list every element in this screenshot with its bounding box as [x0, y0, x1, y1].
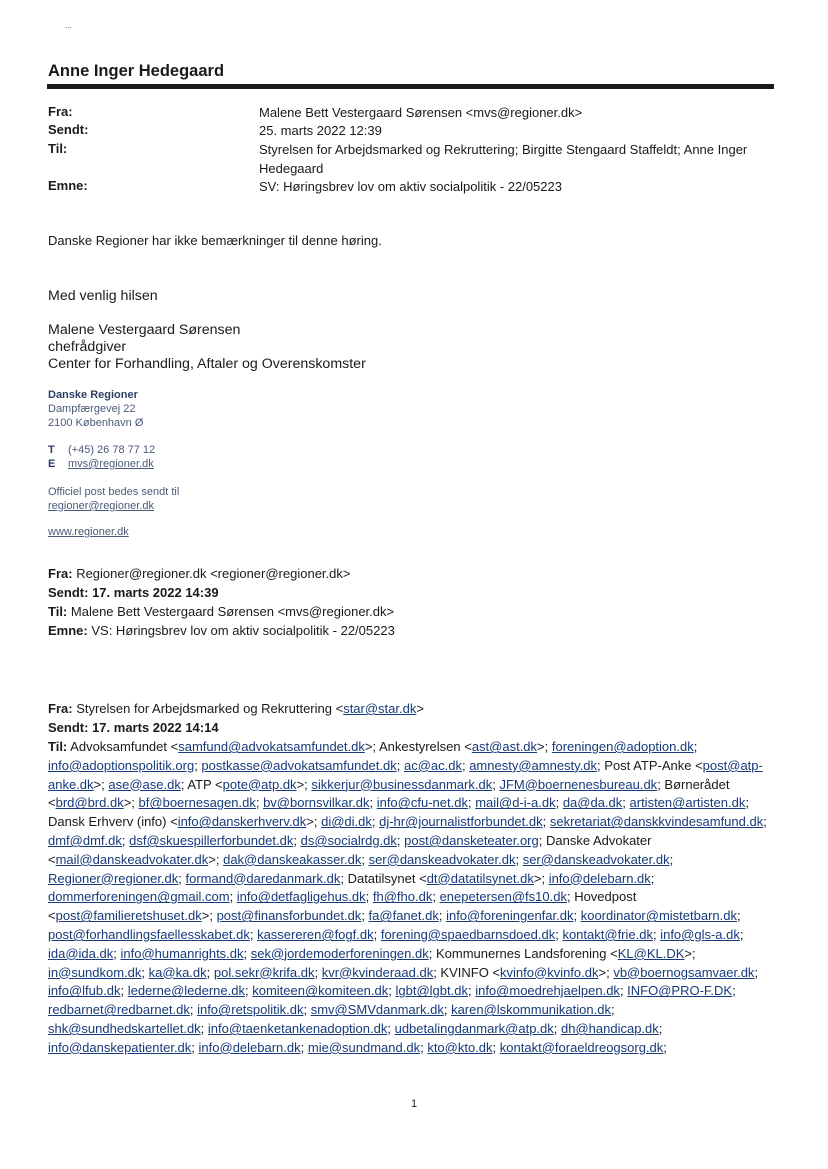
recipient-email-link[interactable]: post@dansketeater.org	[404, 832, 539, 848]
recipient-text: ;	[610, 1002, 615, 1018]
recipient-email-link[interactable]: ac@ac.dk	[403, 757, 462, 773]
recipient-text: Advoksamfundet <	[70, 739, 179, 754]
recipient-email-link[interactable]: komiteen@komiteen.dk	[252, 983, 389, 999]
forward1-subject	[48, 621, 395, 640]
recipient-text: ;	[461, 757, 470, 773]
recipient-email-link[interactable]: INFO@PRO-F.DK	[627, 983, 733, 999]
recipient-email-link[interactable]: info@lfub.dk	[48, 983, 121, 999]
recipient-text: ;	[189, 1002, 198, 1018]
recipient-text: ;	[622, 795, 630, 811]
recipient-text: ;	[303, 1002, 311, 1018]
recipient-text: ;	[141, 964, 149, 980]
recipient-text: ;	[396, 832, 405, 848]
post-note: Officiel post bedes sendt til	[48, 486, 180, 498]
recipient-email-link[interactable]: ida@ida.dk	[48, 945, 114, 961]
forward2-sent-value: 17. marts 2022 14:14	[92, 720, 219, 735]
recipient-text: ; Dansk Erhverv (info) <	[48, 795, 749, 830]
recipient-text: ;	[249, 926, 258, 942]
org-block	[48, 388, 143, 430]
recipient-email-link[interactable]: smv@SMVdanmark.dk	[310, 1002, 444, 1018]
recipient-text: ;	[361, 908, 369, 924]
recipient-email-link[interactable]: ka@ka.dk	[148, 964, 207, 980]
recipient-text: >;	[533, 870, 549, 886]
recipient-text: ;	[467, 795, 476, 811]
greeting: Med venlig hilsen	[48, 288, 158, 304]
recipient-text: >;	[598, 964, 614, 980]
recipient-email-link[interactable]: bf@boernesagen.dk	[138, 795, 256, 811]
recipient-email-link[interactable]: info@taenketankenadoption.dk	[207, 1020, 388, 1036]
recipient-email-link[interactable]: lederne@lederne.dk	[127, 983, 245, 999]
forward1-sent-label: Sendt:	[48, 585, 89, 600]
recipient-text: ; Kommunernes Landsforening <	[428, 945, 618, 961]
mailbox-owner-name: Anne Inger Hedegaard	[48, 62, 225, 80]
recipient-email-link[interactable]: dt@datatilsynet.dk	[426, 870, 534, 886]
recipient-text: ;	[650, 870, 655, 886]
recipient-text: ;	[763, 814, 767, 830]
recipient-email-link[interactable]: kto@kto.dk	[427, 1039, 493, 1055]
recipient-email-link[interactable]: dj-hr@journalistforbundet.dk	[379, 814, 543, 830]
forward2-sent	[48, 718, 219, 737]
recipient-email-link[interactable]: sikkerjur@businessdanmark.dk	[311, 776, 493, 792]
scan-mark: ⁝	[62, 26, 73, 29]
recipient-text: ;	[369, 795, 377, 811]
contact-email-link[interactable]: mvs@regioner.dk	[68, 458, 154, 470]
recipient-email-link[interactable]: kassereren@fogf.dk	[257, 926, 374, 942]
forward1-from-value: Regioner@regioner.dk <regioner@regioner.dk>	[76, 566, 351, 581]
recipient-text: >; Ankestyrelsen <	[364, 739, 472, 754]
recipient-entries	[48, 739, 767, 1055]
forward1-from-label: Fra:	[48, 566, 73, 581]
recipient-email-link[interactable]: info@delebarn.dk	[548, 870, 651, 886]
recipient-text: ;	[515, 851, 523, 867]
recipient-email-link[interactable]: di@di.dk	[321, 814, 372, 830]
forward1-subject-value: VS: Høringsbrev lov om aktiv socialpolitik - 22/05223	[91, 623, 395, 638]
recipient-email-link[interactable]: formand@daredanmark.dk	[185, 870, 341, 886]
recipient-email-link[interactable]: pol.sekr@krifa.dk	[213, 964, 315, 980]
recipient-text: ;	[371, 814, 380, 830]
from-value: Malene Bett Vestergaard Sørensen <mvs@regioner.dk>	[259, 105, 583, 120]
org-street: Dampfærgevej 22	[48, 403, 136, 415]
sent-label: Sendt:	[48, 122, 89, 137]
recipient-text: ; KVINFO <	[433, 964, 501, 980]
recipient-text: ;	[553, 1020, 562, 1036]
recipient-text: ;	[438, 908, 447, 924]
recipient-email-link[interactable]: lgbt@lgbt.dk	[395, 983, 468, 999]
website-link[interactable]: www.regioner.dk	[48, 526, 129, 538]
recipient-text: ;	[387, 1020, 395, 1036]
forward1-to-label: Til:	[48, 604, 68, 619]
recipient-email-link[interactable]: postkasse@advokatsamfundet.dk	[201, 757, 397, 773]
page-number: 1	[410, 1098, 418, 1110]
recipient-text: >;	[93, 776, 109, 792]
recipient-email-link[interactable]: info@danskerhverv.dk	[177, 814, 307, 830]
recipient-text: ;	[669, 851, 674, 867]
recipient-email-link[interactable]: kontakt@foraeldreogsorg.dk	[499, 1039, 664, 1055]
recipient-email-link[interactable]: info@foreningenfar.dk	[446, 908, 574, 924]
recipient-email-link[interactable]: foreningen@adoption.dk	[551, 739, 694, 754]
recipient-list	[48, 738, 774, 1058]
recipient-text: Datatilsynet <	[347, 870, 427, 886]
subject-value: SV: Høringsbrev lov om aktiv socialpolitik - 22/05223	[259, 179, 562, 194]
forward2-to-label: Til:	[48, 739, 68, 754]
recipient-email-link[interactable]: KL@KL.DK	[617, 945, 685, 961]
recipient-text: ;	[658, 1020, 663, 1036]
recipient-text: ;	[243, 945, 251, 961]
recipient-text: ;	[396, 757, 404, 773]
recipient-email-link[interactable]: kvr@kvinderaad.dk	[321, 964, 434, 980]
recipient-email-link[interactable]: samfund@advokatsamfundet.dk	[178, 739, 365, 754]
official-post-email-link[interactable]: regioner@regioner.dk	[48, 500, 154, 512]
recipient-email-link[interactable]: info@detfagligehus.dk	[236, 889, 366, 905]
forward2-from	[48, 699, 424, 718]
recipient-email-link[interactable]: fa@fanet.dk	[368, 908, 439, 924]
recipient-email-link[interactable]: info@cfu-net.dk	[376, 795, 468, 811]
recipient-email-link[interactable]: in@sundkom.dk	[48, 964, 142, 980]
recipient-text: >;	[684, 945, 696, 961]
recipient-text: ;	[663, 1039, 667, 1055]
recipient-text: ;	[467, 983, 476, 999]
recipient-text: ;	[113, 945, 121, 961]
from-label: Fra:	[48, 104, 73, 119]
recipient-text: ;	[420, 1039, 428, 1055]
recipient-email-link[interactable]: ser@danskeadvokater.dk	[522, 851, 670, 867]
recipient-text: ;	[754, 964, 759, 980]
recipient-text: ; Hovedpost <	[48, 889, 637, 924]
recipient-email-link[interactable]: dak@danskeakasser.dk	[223, 851, 362, 867]
recipient-text: ;	[200, 1020, 208, 1036]
recipient-text: ;	[432, 889, 440, 905]
message-body: Danske Regioner har ikke bemærkninger til denne høring.	[48, 233, 382, 248]
recipient-email-link[interactable]: ase@ase.dk	[108, 776, 181, 792]
org-name: Danske Regioner	[48, 389, 138, 401]
forward1-sent-value: 17. marts 2022 14:39	[92, 585, 219, 600]
recipient-email-link[interactable]: sek@jordemoderforeningen.dk	[250, 945, 429, 961]
recipient-email-link[interactable]: dommerforeningen@gmail.com	[48, 889, 230, 905]
recipient-email-link[interactable]: mie@sundmand.dk	[307, 1039, 421, 1055]
phone-label: T	[48, 444, 55, 456]
recipient-text: ; Børnerådet <	[48, 776, 730, 811]
org-city: 2100 København Ø	[48, 417, 144, 429]
recipient-text: >;	[296, 776, 312, 792]
forward1-to-value: Malene Bett Vestergaard Sørensen <mvs@regioner.dk>	[70, 604, 395, 619]
forward2-from-text: Styrelsen for Arbejdsmarked og Rekruttering <	[76, 701, 344, 716]
recipient-email-link[interactable]: sekretariat@danskkvindesamfund.dk	[549, 814, 764, 830]
header-rule	[47, 84, 774, 89]
recipient-email-link[interactable]: info@danskepatienter.dk	[48, 1039, 192, 1055]
recipient-email-link[interactable]: vb@boernogsamvaer.dk	[613, 964, 755, 980]
recipient-email-link[interactable]: dh@handicap.dk	[561, 1020, 659, 1036]
signature-title: chefrådgiver	[48, 339, 127, 355]
recipient-text: ; ATP <	[180, 776, 223, 792]
recipient-email-link[interactable]: mail@d-i-a.dk	[475, 795, 556, 811]
recipient-text: ;	[293, 832, 301, 848]
recipient-text: ;	[619, 983, 628, 999]
recipient-email-link[interactable]: redbarnet@redbarnet.dk	[48, 1002, 190, 1018]
recipient-email-link[interactable]: kontakt@frie.dk	[562, 926, 653, 942]
to-label: Til:	[48, 141, 68, 156]
recipient-text: ;	[555, 795, 563, 811]
recipient-text: ;	[652, 926, 661, 942]
recipient-email-link[interactable]: JFM@boernenesbureau.dk	[499, 776, 658, 792]
recipient-email-link[interactable]: ser@danskeadvokater.dk	[368, 851, 516, 867]
recipient-email-link[interactable]: pote@atp.dk	[222, 776, 297, 792]
recipient-text: ; Post ATP-Anke <	[597, 757, 703, 773]
recipient-email-link[interactable]: ast@ast.dk	[471, 739, 538, 754]
recipient-text: ;	[373, 926, 381, 942]
recipient-text: ;	[255, 795, 264, 811]
recipient-email-link[interactable]: amnesty@amnesty.dk	[469, 757, 598, 773]
to-value: Styrelsen for Arbejdsmarked og Rekruttering; Birgitte Stengaard Staffeldt; Anne Inger Hedegaard	[259, 142, 748, 176]
recipient-email-link[interactable]: koordinator@mistetbarn.dk	[580, 908, 737, 924]
recipient-text: ;	[361, 851, 369, 867]
recipient-text: ;	[300, 1039, 308, 1055]
forward2-from-label: Fra:	[48, 701, 73, 716]
recipient-text: ;	[542, 814, 550, 830]
forward1-to	[48, 602, 394, 621]
recipient-text: ;	[492, 1039, 500, 1055]
recipient-email-link[interactable]: bv@bornsvilkar.dk	[263, 795, 370, 811]
recipient-text: >;	[208, 851, 224, 867]
recipient-email-link[interactable]: info@humanrights.dk	[120, 945, 244, 961]
recipient-text: ; Danske Advokater <	[48, 832, 652, 867]
recipient-text: >;	[537, 739, 552, 754]
recipient-email-link[interactable]: brd@brd.dk	[55, 795, 124, 811]
forward2-sent-label: Sendt:	[48, 720, 89, 735]
recipient-text: ;	[121, 832, 130, 848]
forward2-from-end: >	[416, 701, 424, 716]
recipient-text: >;	[306, 814, 322, 830]
recipient-email-link[interactable]: Regioner@regioner.dk	[48, 870, 179, 886]
recipient-email-link[interactable]: info@adoptionspolitik.org	[48, 757, 195, 773]
recipient-text: ;	[388, 983, 396, 999]
recipient-email-link[interactable]: fh@fho.dk	[372, 889, 433, 905]
recipient-email-link[interactable]: info@moedrehjaelpen.dk	[475, 983, 620, 999]
recipient-email-link[interactable]: dsf@skuespillerforbundet.dk	[129, 832, 294, 848]
recipient-email-link[interactable]: info@delebarn.dk	[198, 1039, 301, 1055]
recipient-email-link[interactable]: shk@sundhedskartellet.dk	[48, 1020, 201, 1036]
recipient-text: ;	[443, 1002, 452, 1018]
recipient-text: ;	[693, 739, 698, 754]
recipient-email-link[interactable]: post@familieretshuset.dk	[55, 908, 202, 924]
recipient-email-link[interactable]: forening@spaedbarnsdoed.dk	[380, 926, 556, 942]
sent-value: 25. marts 2022 12:39	[259, 123, 382, 138]
forward2-from-email-link[interactable]: star@star.dk	[343, 701, 417, 716]
official-post	[48, 485, 179, 513]
recipient-text: ;	[120, 983, 128, 999]
recipient-text: ;	[492, 776, 500, 792]
recipient-email-link[interactable]: post@atp-anke.dk	[48, 757, 763, 792]
forward1-subject-label: Emne:	[48, 623, 88, 638]
recipient-text: ;	[194, 757, 202, 773]
recipient-email-link[interactable]: ds@socialrdg.dk	[300, 832, 397, 848]
recipient-email-link[interactable]: post@forhandlingsfaellesskabet.dk	[48, 926, 250, 942]
recipient-email-link[interactable]: mail@danskeadvokater.dk	[55, 851, 209, 867]
recipient-text: ;	[178, 870, 186, 886]
org-contact	[48, 443, 155, 471]
recipient-email-link[interactable]: info@retspolitik.dk	[197, 1002, 304, 1018]
recipient-text: ;	[229, 889, 237, 905]
recipient-text: >;	[201, 908, 217, 924]
recipient-text: ;	[340, 870, 348, 886]
recipient-text: ;	[555, 926, 563, 942]
email-label: E	[48, 458, 56, 470]
recipient-email-link[interactable]: info@gls-a.dk	[660, 926, 740, 942]
recipient-email-link[interactable]: kvinfo@kvinfo.dk	[500, 964, 599, 980]
phone-number: (+45) 26 78 77 12	[68, 444, 156, 456]
recipient-text: ;	[732, 983, 736, 999]
recipient-text: ;	[739, 926, 744, 942]
recipient-text: ;	[573, 908, 581, 924]
signature-name: Malene Vestergaard Sørensen	[48, 322, 241, 338]
recipient-email-link[interactable]: udbetalingdanmark@atp.dk	[394, 1020, 554, 1036]
recipient-text: ;	[737, 908, 741, 924]
forward1-sent	[48, 583, 219, 602]
recipient-email-link[interactable]: dmf@dmf.dk	[48, 832, 122, 848]
recipient-email-link[interactable]: artisten@artisten.dk	[629, 795, 746, 811]
recipient-text: ;	[365, 889, 373, 905]
recipient-text: ;	[191, 1039, 199, 1055]
subject-label: Emne:	[48, 178, 88, 193]
recipient-email-link[interactable]: da@da.dk	[562, 795, 623, 811]
forward1-from	[48, 564, 350, 583]
signature-department: Center for Forhandling, Aftaler og Overenskomster	[48, 356, 366, 372]
recipient-text: ;	[206, 964, 214, 980]
recipient-email-link[interactable]: post@finansforbundet.dk	[216, 908, 362, 924]
recipient-email-link[interactable]: enepetersen@fs10.dk	[439, 889, 567, 905]
recipient-text: ;	[314, 964, 322, 980]
recipient-text: ;	[244, 983, 253, 999]
recipient-text: >;	[123, 795, 139, 811]
recipient-email-link[interactable]: karen@lskommunikation.dk	[451, 1002, 611, 1018]
